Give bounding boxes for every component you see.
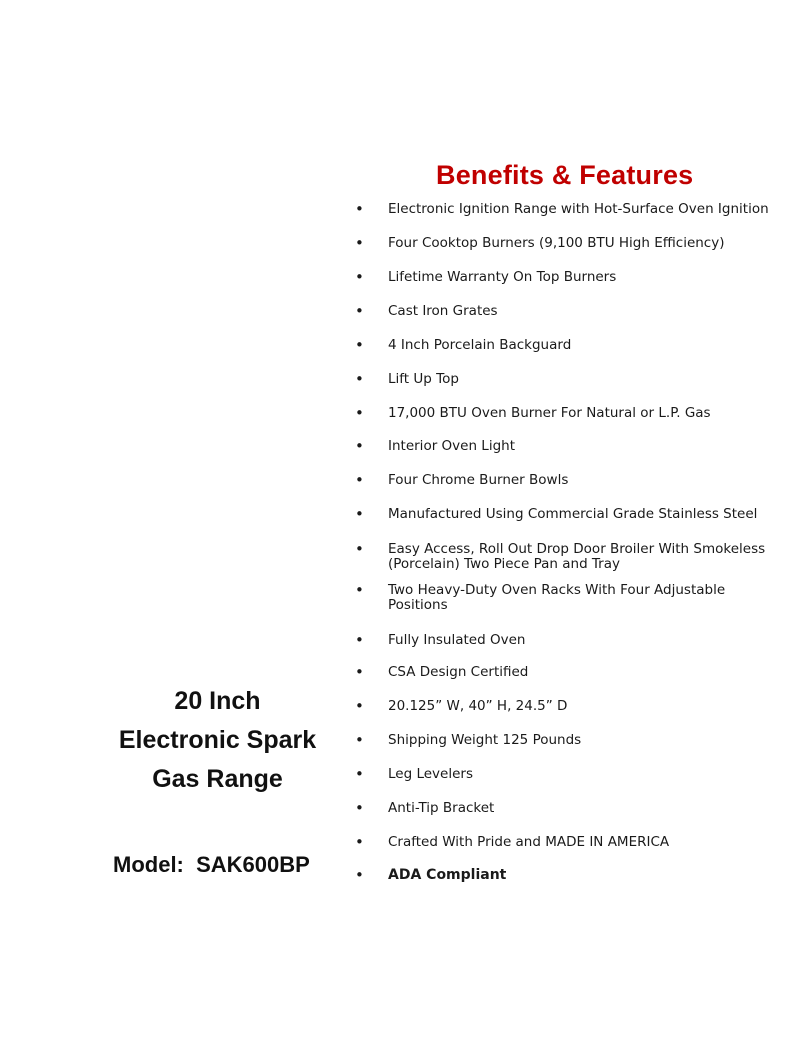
feature-text: Lift Up Top — [388, 371, 459, 387]
bullet-icon: • — [355, 336, 364, 354]
bullet-icon: • — [355, 234, 364, 252]
feature-text: Crafted With Pride and MADE IN AMERICA — [388, 834, 670, 850]
bullet-icon: • — [355, 268, 364, 286]
feature-item — [355, 801, 775, 816]
feature-item — [355, 372, 775, 387]
feature-text: 4 Inch Porcelain Backguard — [388, 337, 572, 353]
feature-item — [355, 507, 775, 522]
bullet-icon: • — [355, 866, 364, 884]
bullet-icon: • — [355, 404, 364, 422]
feature-item — [355, 338, 775, 353]
feature-item — [355, 699, 775, 714]
feature-item — [355, 868, 775, 883]
feature-item — [355, 202, 775, 217]
feature-item — [355, 270, 775, 285]
bullet-icon: • — [355, 663, 364, 681]
bullet-icon: • — [355, 437, 364, 455]
bullet-icon: • — [355, 505, 364, 523]
feature-item — [355, 665, 775, 680]
product-title-line: 20 Inch — [174, 687, 261, 715]
feature-item — [355, 767, 775, 782]
feature-text: Two Heavy-Duty Oven Racks With Four Adjustable Positions — [388, 582, 726, 613]
feature-text: 20.125” W, 40” H, 24.5” D — [388, 698, 568, 714]
bullet-icon: • — [355, 471, 364, 489]
bullet-icon: • — [355, 581, 364, 599]
feature-text: Cast Iron Grates — [388, 303, 498, 319]
feature-item — [355, 439, 775, 454]
bullet-icon: • — [355, 799, 364, 817]
model-number: Model: SAK600BP — [113, 852, 310, 877]
feature-item — [355, 583, 775, 613]
bullet-icon: • — [355, 697, 364, 715]
feature-item — [355, 542, 775, 572]
product-title-line: Electronic Spark — [118, 726, 317, 754]
feature-text: Lifetime Warranty On Top Burners — [388, 269, 617, 285]
feature-text: Leg Levelers — [388, 766, 473, 782]
feature-text: Easy Access, Roll Out Drop Door Broiler With Smokeless (Porcelain) Two Piece Pan and Tray — [388, 541, 766, 572]
feature-item — [355, 633, 775, 648]
feature-text: Electronic Ignition Range with Hot-Surface Oven Ignition — [388, 201, 769, 217]
bullet-icon: • — [355, 370, 364, 388]
feature-item — [355, 733, 775, 748]
feature-item — [355, 473, 775, 488]
product-title-line: Gas Range — [152, 765, 283, 793]
feature-text: ADA Compliant — [388, 867, 507, 883]
feature-text: Shipping Weight 125 Pounds — [388, 732, 582, 748]
bullet-icon: • — [355, 540, 364, 558]
feature-text: CSA Design Certified — [388, 664, 529, 680]
product-title — [90, 682, 345, 799]
feature-text: Four Chrome Burner Bowls — [388, 472, 569, 488]
bullet-icon: • — [355, 833, 364, 851]
features-list — [355, 0, 775, 1037]
bullet-icon: • — [355, 302, 364, 320]
feature-text: 17,000 BTU Oven Burner For Natural or L.P. Gas — [388, 405, 711, 421]
feature-text: Four Cooktop Burners (9,100 BTU High Efficiency) — [388, 235, 725, 251]
feature-text: Anti-Tip Bracket — [388, 800, 495, 816]
feature-text: Fully Insulated Oven — [388, 632, 526, 648]
feature-item — [355, 406, 775, 421]
bullet-icon: • — [355, 631, 364, 649]
bullet-icon: • — [355, 200, 364, 218]
feature-item — [355, 236, 775, 251]
features-heading: Benefits & Features — [436, 160, 694, 190]
feature-text: Interior Oven Light — [388, 438, 515, 454]
feature-text: Manufactured Using Commercial Grade Stainless Steel — [388, 506, 758, 522]
bullet-icon: • — [355, 765, 364, 783]
bullet-icon: • — [355, 731, 364, 749]
feature-item — [355, 835, 775, 850]
feature-item — [355, 304, 775, 319]
